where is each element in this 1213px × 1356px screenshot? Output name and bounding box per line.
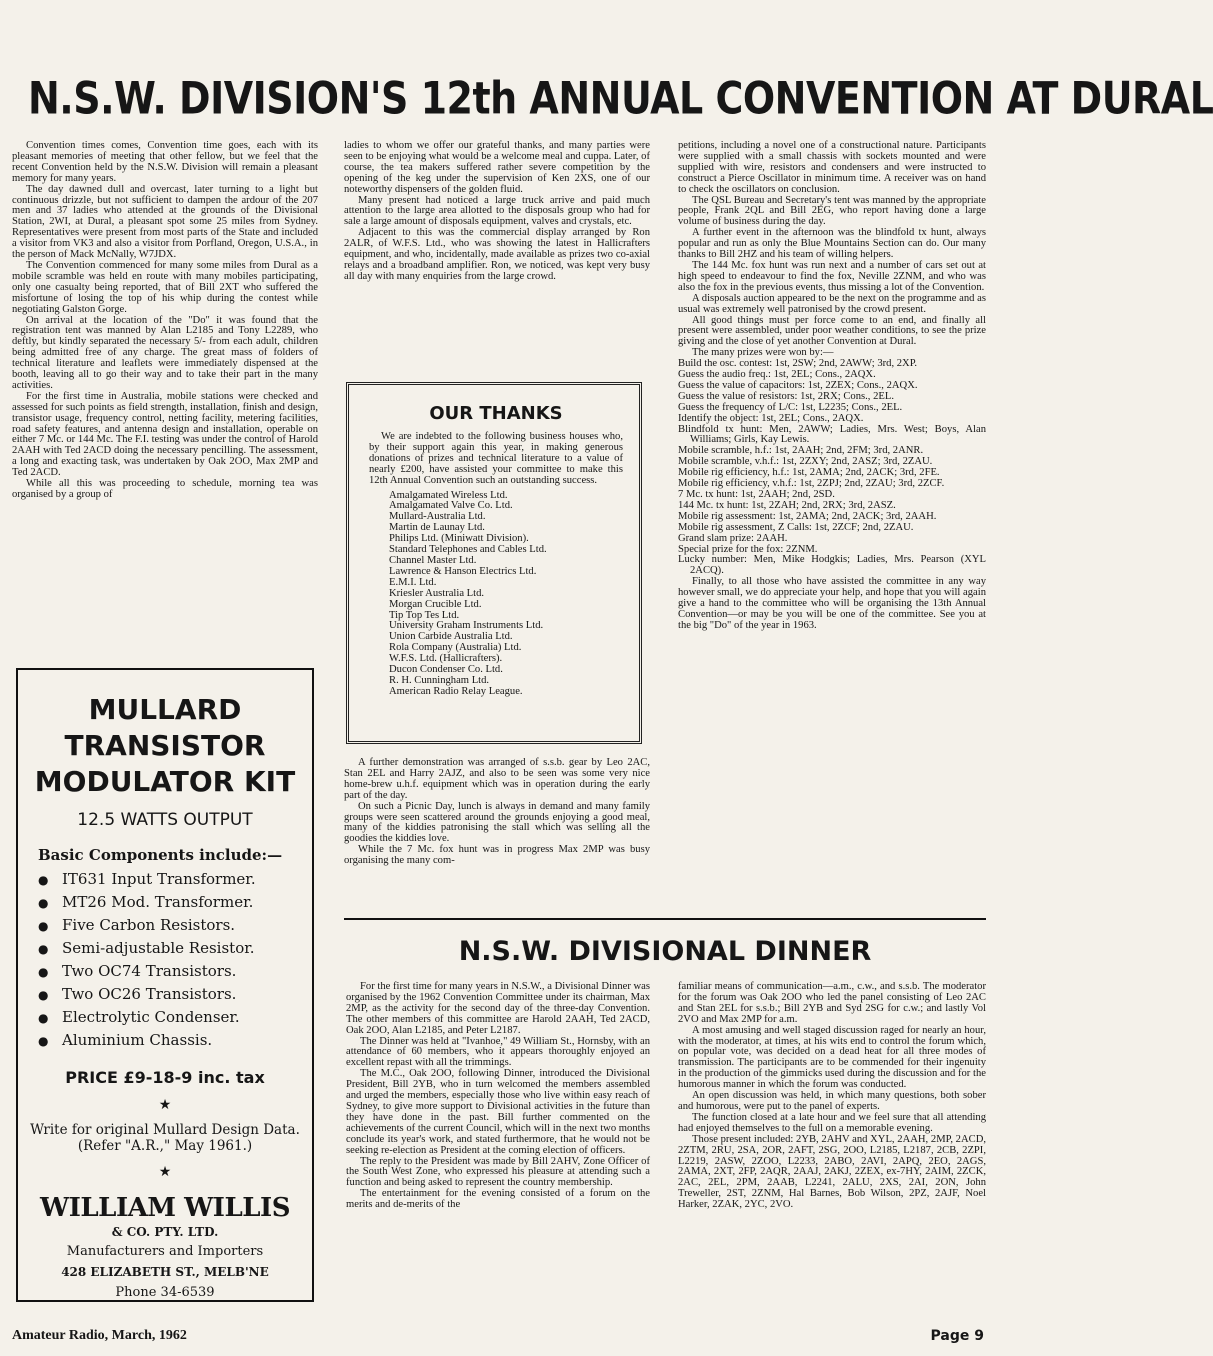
- list-item: ● Semi-adjustable Resistor.: [38, 937, 312, 960]
- prize-item: Guess the value of resistors: 1st, 2RX; Cons., 2EL.: [678, 390, 894, 402]
- section-divider: [344, 918, 986, 920]
- list-item: E.M.I. Ltd.: [389, 576, 437, 588]
- list-item: Amalgamated Valve Co. Ltd.: [389, 500, 513, 512]
- list-item: University Graham Instruments Ltd.: [389, 620, 544, 632]
- list-item: Standard Telephones and Cables Ltd.: [389, 544, 547, 556]
- ad-heading-line: MULLARD: [88, 693, 242, 726]
- paragraph: For the first time for many years in N.S.W., a Divisional Dinner was organised by the 1962 Convention Committee under its chairman, Max 2MP, as the activity for the second day of the three-day Convention. The other members of this committee are Harold 2AAH, Ted 2ACD, Oak 2OO, Alan L2185, and Peter L2187.: [346, 981, 650, 1036]
- ad-company: WILLIAM WILLIS: [40, 1193, 290, 1223]
- prize-item: 144 Mc. tx hunt: 1st, 2ZAH; 2nd, 2RX; 3rd, 2ASZ.: [678, 499, 896, 511]
- paragraph: Adjacent to this was the commercial display arranged by Ron 2ALR, of W.F.S. Ltd., who was showing the latest in Hallicrafters equipment, and who, incidentally, made available as prizes two co-axial relays and a broadband amplifier. Ron, we noticed, was kept very busy all day with many enquiries from the large crowd.: [344, 227, 650, 282]
- paragraph: ladies to whom we offer our grateful thanks, and many parties were seen to be enjoying what would be a welcome meal and cuppa. Later, of course, the tea makers suffered rather severe competition by the opening of the keg under the supervision of Ken 2XS, one of our noteworthy dispensers of the golden fluid.: [344, 140, 650, 195]
- ad-write-text: Write for original Mullard Design Data. (Refer "A.R.," May 1961.): [30, 1122, 300, 1154]
- paragraph: While the 7 Mc. fox hunt was in progress Max 2MP was busy organising the many com-: [344, 844, 650, 867]
- paragraph: The QSL Bureau and Secretary's tent was manned by the appropriate people, Frank 2QL and Bill 2EG, who report having done a large volume of business during the day.: [678, 194, 986, 228]
- prize-item: Blindfold tx hunt: Men, 2AWW; Ladies, Mrs. West; Boys, Alan Williams; Girls, Kay Lewis.: [678, 423, 986, 446]
- paragraph: The reply to the President was made by Bill 2AHV, Zone Officer of the South West Zone, who expressed his pleasure at attending such a function and being asked to represent the country membership.: [346, 1155, 650, 1189]
- paragraph: familiar means of communication—a.m., c.w., and s.s.b. The moderator for the forum was Oak 2OO who led the panel consisting of Leo 2AC and Stan 2EL for s.s.b.; Bill 2YB and Syd 2SG for c.w.; and lastly Vol 2VO and Max 2MP for a.m.: [678, 981, 986, 1025]
- list-item: ● IT631 Input Transformer.: [38, 868, 312, 891]
- article-column-3: [678, 141, 986, 921]
- star-icon: ★: [158, 1165, 172, 1180]
- prize-item: Build the osc. contest: 1st, 2SW; 2nd, 2AWW; 3rd, 2XP.: [678, 358, 918, 370]
- prize-item: Guess the audio freq.: 1st, 2EL; Cons., 2AQX.: [678, 369, 876, 381]
- dinner-column-2: [678, 982, 986, 1312]
- article-column-2: [344, 141, 650, 373]
- paragraph: The many prizes were won by:—: [692, 347, 834, 359]
- ad-components-heading: Basic Components include:—: [38, 846, 283, 864]
- list-item: ● Five Carbon Resistors.: [38, 914, 312, 937]
- paragraph: The 144 Mc. fox hunt was run next and a number of cars set out at high speed to endeavour to find the fox, Neville 2ZNM, and who was also the fox in the previous events, thus missing a lot of the Convention.: [678, 259, 986, 293]
- paragraph: For the first time in Australia, mobile stations were checked and assessed for such points as field strength, installation, finish and design, transistor usage, frequency control, netting facility, metering facilities, road safety features, and antenna design and installation, operable on either 7 Mc. or 144 Mc. The F.I. testing was under the control of Harold 2AAH with Ted 2ACD doing the necessary pencilling. The assessment, a long and exacting task, was undertaken by Oak 2OO, Max 2MP and Ted 2ACD.: [12, 390, 318, 479]
- list-item: Union Carbide Australia Ltd.: [389, 631, 513, 643]
- prize-list: [678, 359, 986, 577]
- article-column-2-lower: [344, 758, 650, 904]
- prize-item: Mobile scramble, v.h.f.: 1st, 2ZXY; 2nd, 2ASZ; 3rd, 2ZAU.: [678, 456, 933, 468]
- prize-item: Grand slam prize: 2AAH.: [678, 532, 788, 544]
- list-item: R. H. Cunningham Ltd.: [389, 674, 490, 686]
- ad-output: 12.5 WATTS OUTPUT: [77, 810, 253, 830]
- list-item: ● Two OC26 Transistors.: [38, 983, 312, 1006]
- paragraph: An open discussion was held, in which many questions, both sober and humorous, were put to the panel of experts.: [678, 1090, 986, 1112]
- prize-item: Lucky number: Men, Mike Hodgkis; Ladies, Mrs. Pearson (XYL 2ACQ).: [678, 554, 986, 577]
- ad-company-suffix: & CO. PTY. LTD.: [111, 1225, 219, 1239]
- paragraph: The day dawned dull and overcast, later turning to a light but continuous drizzle, but not sufficient to dampen the ardour of the 207 men and 37 ladies who attended at the grounds of the Divisional Station, 2WI, at Dural, a pleasant spot some 25 miles from Sydney. Representatives were present from most parts of the State and included a visitor from VK3 and also a visitor from Porfland, Oregon, U.S.A., in the person of Mack McNally, W7JDX.: [12, 183, 318, 261]
- prize-item: Mobile scramble, h.f.: 1st, 2AAH; 2nd, 2FM; 3rd, 2ANR.: [678, 445, 924, 457]
- paragraph: Those present included: 2YB, 2AHV and XYL, 2AAH, 2MP, 2ACD, 2ZTM, 2RU, 2SA, 2OR, 2AFT, 2SG, 2OO, L2185, L2187, 2CB, 2ZPI, L2219, 2ASW, 2ZOO, L2233, 2ABO, 2AVI, 2APQ, 2EO, 2AGS, 2AMA, 2XT, 2FP, 2AQR, 2AAJ, 2AKJ, 2ZEX, ex-7HY, 2AIM, 2ZCK, 2AC, 2EL, 2PM, 2AAB, L2241, 2ALU, 2XS, 2AI, 2ON, John Treweller, 2ST, 2ZNM, Hal Barnes, Bob Wilson, 2PZ, 2AJF, Noel Harker, 2ZAK, 2YC, 2VO.: [678, 1133, 986, 1211]
- prize-item: Special prize for the fox: 2ZNM.: [678, 543, 818, 555]
- list-item: Morgan Crucible Ltd.: [389, 598, 482, 610]
- ad-heading: [18, 692, 312, 800]
- paragraph: On such a Picnic Day, lunch is always in demand and many family groups were seen scattered around the grounds enjoying a good meal, many of the kiddies patronising the stall which was selling all the goodies the kiddies love.: [344, 800, 650, 845]
- thanks-title: OUR THANKS: [429, 403, 563, 424]
- list-item: Ducon Condenser Co. Ltd.: [389, 664, 503, 676]
- sponsor-list: [389, 491, 623, 698]
- footer-publication: Amateur Radio, March, 1962: [12, 1328, 187, 1343]
- prize-item: 7 Mc. tx hunt: 1st, 2AAH; 2nd, 2SD.: [678, 489, 835, 500]
- paragraph: On arrival at the location of the "Do" it was found that the registration tent was manned by Alan L2185 and Tony L2289, who deftly, but kindly separated the necessary 5/- from each adult, children being admitted free of any charge. The great mass of folders of technical literature and leaflets were immediately dispensed at the booth, leaving all to go their way and to take their part in the many activities.: [12, 314, 318, 391]
- star-icon: ★: [158, 1098, 172, 1113]
- paragraph: Convention times comes, Convention time goes, each with its pleasant memories of meeting that other fellow, but we feel that the recent Convention held by the N.S.W. Division will remain a pleasant memory for many years.: [12, 140, 318, 184]
- paragraph: petitions, including a novel one of a constructional nature. Participants were supplied with a small chassis with sockets mounted and were supplied with wire, resistors and condensers and were instructed to construct a Pierce Oscillator in minimum time. A receiver was on hand to check the oscillators on conclusion.: [678, 140, 986, 195]
- ad-phone: Phone 34-6539: [115, 1285, 215, 1300]
- ad-components-list: [18, 868, 312, 1052]
- paragraph: The Dinner was held at "Ivanhoe," 49 William St., Hornsby, with an attendance of 60 members, who it appears thoroughly enjoyed an excellent repast with all the trimmings.: [346, 1035, 650, 1069]
- paragraph: The function closed at a late hour and we feel sure that all attending had enjoyed themselves to the full on a memorable evening.: [678, 1111, 986, 1134]
- prize-item: Guess the frequency of L/C: 1st, L2235; Cons., 2EL.: [678, 401, 903, 413]
- paragraph: While all this was proceeding to schedule, morning tea was organised by a group of: [12, 478, 318, 500]
- list-item: Martin de Launay Ltd.: [389, 522, 485, 534]
- article-column-1: [12, 141, 318, 651]
- thanks-intro: We are indebted to the following business houses who, by their support again this year, in making generous donations of prizes and technical literature to a value of nearly £200, have assisted your committee to make this 12th Annual Convention such an outstanding success.: [369, 431, 623, 486]
- ad-heading-line: MODULATOR KIT: [34, 765, 296, 798]
- ad-manufacturers: Manufacturers and Importers: [66, 1244, 264, 1259]
- page-number: Page 9: [930, 1328, 984, 1344]
- list-item: ● Two OC74 Transistors.: [38, 960, 312, 983]
- paragraph: The entertainment for the evening consisted of a forum on the merits and de-merits of the: [346, 1188, 650, 1211]
- paragraph: Many present had noticed a large truck arrive and paid much attention to the large area allotted to the disposals group who had for sale a large amount of disposals equipment, valves and crystals, etc.: [344, 194, 650, 228]
- paragraph: The Convention commenced for many some miles from Dural as a mobile scramble was held en route with many mobiles participating, only one casualty being reported, that of Bill 2XT who suffered the misfortune of losing the top of his whip during the contest while negotiating Galston Gorge.: [12, 259, 318, 315]
- list-item: Lawrence & Hanson Electrics Ltd.: [389, 565, 537, 577]
- ad-price: PRICE £9-18-9 inc. tax: [65, 1068, 265, 1087]
- list-item: Tip Top Tes Ltd.: [389, 609, 460, 621]
- list-item: ● MT26 Mod. Transformer.: [38, 891, 312, 914]
- list-item: American Radio Relay League.: [389, 685, 523, 697]
- prize-item: Mobile rig efficiency, h.f.: 1st, 2AMA; 2nd, 2ACK; 3rd, 2FE.: [678, 467, 940, 479]
- list-item: ● Electrolytic Condenser.: [38, 1006, 312, 1029]
- list-item: Channel Master Ltd.: [389, 554, 477, 566]
- ad-address: 428 ELIZABETH ST., MELB'NE: [61, 1265, 269, 1279]
- paragraph: The M.C., Oak 2OO, following Dinner, introduced the Divisional President, Bill 2YB, who in turn welcomed the members assembled and urged the members, especially those who live within easy reach of Sydney, to give more support to Divisional activities in the future than they have done in the past. Bill further commented on the achievements of the current Council, which will in the next two months conclude its year's work, and stated furthermore, that he would not be seeking re-election as President at the coming election of officers.: [346, 1068, 650, 1156]
- paragraph: Finally, to all those who have assisted the committee in any way however small, we do appreciate your help, and hope that you will again give a hand to the committee who will be organising the 13th Annual Convention—or may be you will be one of the committee. See you at the big "Do" of the year in 1963.: [678, 576, 986, 631]
- paragraph: A disposals auction appeared to be the next on the programme and as usual was extremely well patronised by the crowd present.: [678, 292, 986, 315]
- mullard-advertisement: [16, 668, 314, 1302]
- list-item: W.F.S. Ltd. (Hallicrafters).: [389, 653, 503, 665]
- list-item: Amalgamated Wireless Ltd.: [389, 489, 508, 501]
- paragraph: A most amusing and well staged discussion raged for nearly an hour, with the moderator, at times, at his wits end to control the forum which, on popular vote, was decided on a dead heat for all three modes of transmission. The participants are to be commended for their ingenuity in the production of the gimmicks used during the discussion and for the humorous manner in which the forum was conducted.: [678, 1024, 986, 1091]
- paragraph: A further demonstration was arranged of s.s.b. gear by Leo 2AC, Stan 2EL and Harry 2AJZ, and also to be seen was some very nice home-brew u.h.f. equipment which was in operation during the early part of the day.: [344, 757, 650, 801]
- prize-item: Mobile rig assessment: 1st, 2AMA; 2nd, 2ACK; 3rd, 2AAH.: [678, 510, 937, 522]
- paragraph: All good things must per force come to an end, and finally all present were assembled, under poor weather conditions, to see the prize giving and the close of yet another Convention at Dural.: [678, 314, 986, 348]
- dinner-column-1: [346, 982, 650, 1312]
- list-item: Mullard-Australia Ltd.: [389, 511, 486, 523]
- list-item: Philips Ltd. (Miniwatt Division).: [389, 533, 529, 545]
- prize-item: Mobile rig efficiency, v.h.f.: 1st, 2ZPJ; 2nd, 2ZAU; 3rd, 2ZCF.: [678, 478, 945, 490]
- page-title: N.S.W. DIVISION'S 12th ANNUAL CONVENTION AT DURAL: [28, 72, 1213, 124]
- dinner-title: N.S.W. DIVISIONAL DINNER: [458, 936, 872, 967]
- prize-item: Mobile rig assessment, Z Calls: 1st, 2ZCF; 2nd, 2ZAU.: [678, 521, 914, 533]
- list-item: Rola Company (Australia) Ltd.: [389, 642, 522, 654]
- thanks-box: [346, 382, 642, 744]
- ad-heading-line: TRANSISTOR: [64, 729, 266, 762]
- list-item: Kriesler Australia Ltd.: [389, 587, 485, 599]
- list-item: ● Aluminium Chassis.: [38, 1029, 312, 1052]
- prize-item: Identify the object: 1st, 2EL; Cons., 2AQX.: [678, 412, 864, 424]
- prize-item: Guess the value of capacitors: 1st, 2ZEX; Cons., 2AQX.: [678, 379, 918, 391]
- paragraph: A further event in the afternoon was the blindfold tx hunt, always popular and run as only the Blue Mountains Section can do. Our many thanks to Bill 2HZ and his team of willing helpers.: [678, 227, 986, 261]
